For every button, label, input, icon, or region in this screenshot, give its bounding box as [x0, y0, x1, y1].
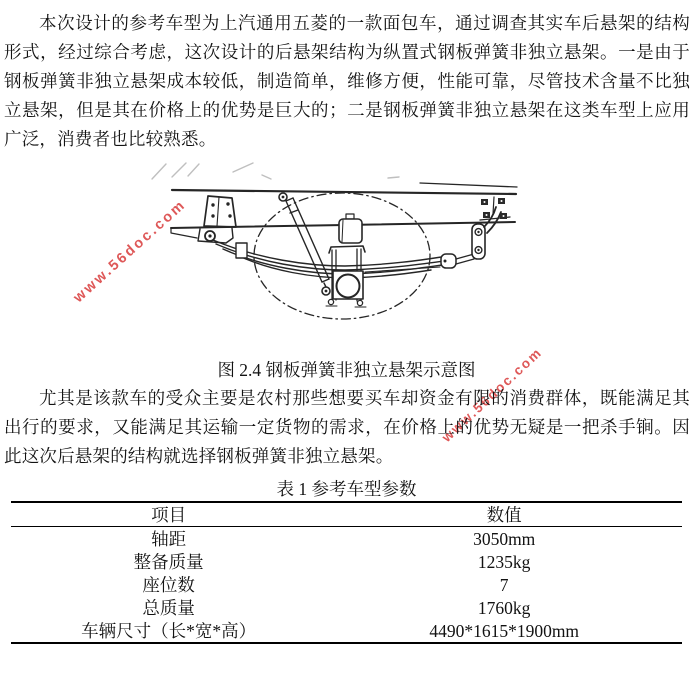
- param-value-cell: 4490*1615*1900mm: [429, 620, 580, 641]
- shock-absorber: [279, 193, 330, 295]
- table-row: [11, 550, 682, 573]
- leaf-spring: [213, 240, 451, 278]
- rear-shackle: [441, 254, 474, 268]
- frame-rails: [171, 183, 517, 238]
- table-row: [11, 527, 682, 551]
- spring-clamp: [236, 243, 247, 258]
- param-name-cell: 座位数: [142, 574, 195, 595]
- param-name-cell: 轴距: [151, 528, 187, 549]
- table-header-row: [11, 502, 682, 527]
- axle-assembly: [326, 246, 366, 307]
- param-name-cell: 整备质量: [133, 551, 204, 572]
- param-value-cell: 1760kg: [477, 597, 531, 618]
- param-name-cell: 车辆尺寸（长*宽*高）: [81, 620, 257, 641]
- wheel-outline: [254, 193, 430, 319]
- table-row: [11, 619, 682, 643]
- param-value-cell: 1235kg: [477, 551, 531, 572]
- figure-caption: 图 2.4 钢板弹簧非独立悬架示意图: [217, 360, 476, 380]
- faint-sketch-marks: [152, 163, 399, 179]
- column-header-value: 数值: [326, 502, 682, 527]
- parameter-table: [11, 501, 682, 644]
- spring-front-eye: [205, 231, 215, 241]
- watermark-56doc-lower: www.56doc.com: [438, 344, 546, 445]
- table-title: 表 1 参考车型参数: [276, 479, 417, 499]
- column-header-item: 项目: [11, 502, 326, 527]
- front-hanger-bracket: [198, 196, 236, 243]
- table-row: [11, 573, 682, 596]
- body-paragraph-1: 本次设计的参考车型为上汽通用五菱的一款面包车，通过调查其实车后悬架的结构形式，经过综合考虑，这次设计的后悬架结构为纵置式钢板弹簧非独立悬架。一是由于钢板弹簧非独立悬架成本较低，制造简单，维修方便，性能可靠，尽管技术含量不比独立悬架，但是其在价格上的优势是巨大的；二是钢板弹簧非独立悬架在这类车型上应用广泛，消费者也比较熟悉。: [4, 13, 690, 149]
- axle-tube-end: [337, 275, 360, 298]
- rear-hanger-bracket: [472, 207, 501, 259]
- table-row: [11, 596, 682, 619]
- param-value-cell: 7: [499, 574, 509, 595]
- param-name-cell: 总质量: [142, 597, 195, 618]
- frame-bolt-bracket: [480, 197, 510, 220]
- param-value-cell: 3050mm: [473, 528, 536, 549]
- watermark-56doc-upper: www.56doc.com: [70, 196, 190, 306]
- body-paragraph-2: 尤其是该款车的受众主要是农村那些想要买车却资金有限的消费群体，既能满足其出行的要求，又能满足其运输一定货物的需求，在价格上的优势无疑是一把杀手锏。因此这次后悬架的结构就选择钢板弹簧非独立悬架。: [4, 388, 690, 466]
- bump-stop: [339, 214, 362, 243]
